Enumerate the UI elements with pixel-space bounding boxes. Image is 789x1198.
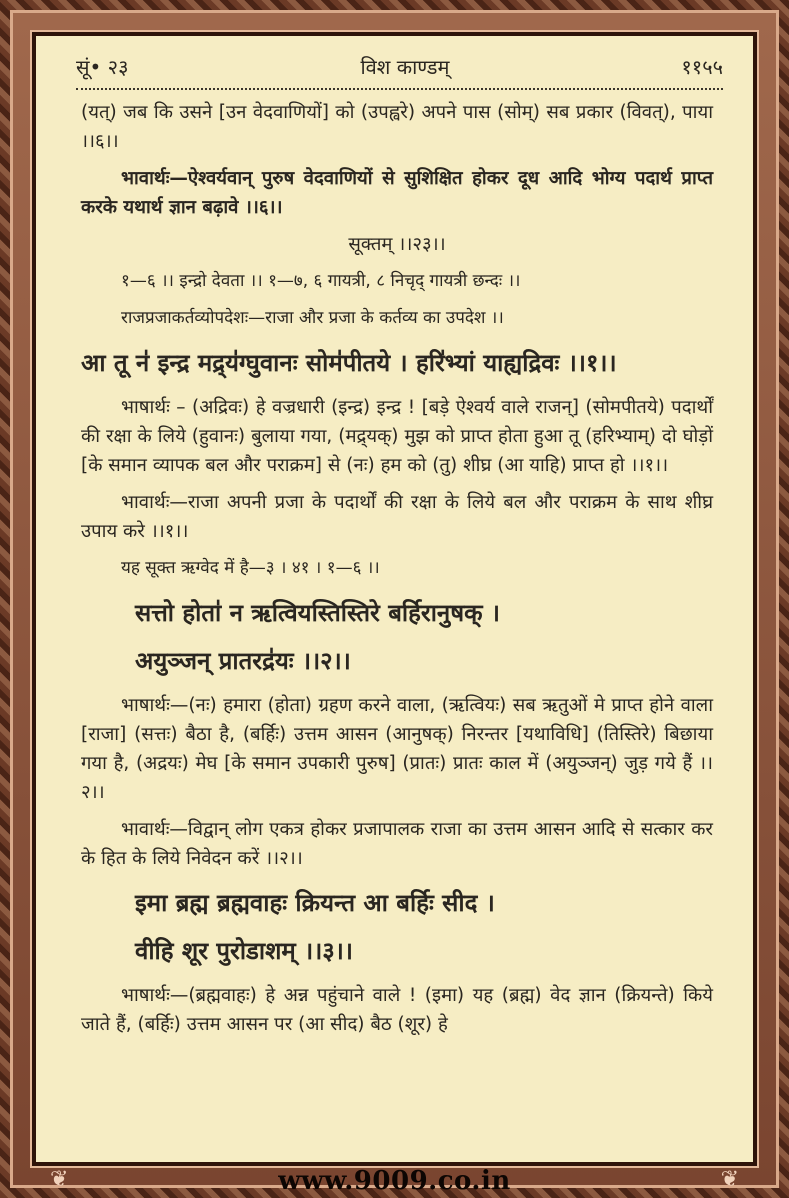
text-paragraph: राजप्रजाकर्तव्योपदेशः—राजा और प्रजा के कर्तव्य का उपदेश ।। xyxy=(121,308,504,328)
header-sukta-number: सूं• २३ xyxy=(76,54,129,79)
mantra-verse: इमा ब्रह्म ब्रह्मवाहः क्रियन्त आ बर्हिः सीद । xyxy=(135,888,495,917)
mantra-verse: आ तू न॑ इन्द्र मद्र्य॑ग्घुवानः सोम॑पीतये । हरि॑भ्यां याह्यद्रिवः ।।१।। xyxy=(81,348,617,377)
flourish-right-icon: ❦ xyxy=(720,1167,739,1192)
mantra-verse: सत्तो होता॑ न ऋत्वियस्तिस्तिरे बर्हिरानुषक् । xyxy=(135,598,500,627)
header-page-number: ११५५ xyxy=(681,54,723,79)
text-paragraph: भावार्थः—विद्वान् लोग एकत्र होकर प्रजापालक राजा का उत्तम आसन आदि से सत्कार कर के हित के लिये निवेदन करें ।।२।। xyxy=(81,819,713,869)
flourish-left-icon: ❦ xyxy=(50,1167,69,1192)
page-body xyxy=(81,98,713,1047)
text-paragraph: भावार्थः—राजा अपनी प्रजा के पदार्थों की रक्षा के लिये बल और पराक्रम के साथ शीघ्र उपाय करे ।।१।। xyxy=(81,492,713,542)
text-paragraph: (यत्) जब कि उसने [उन वेदवाणियों] को (उपह्वरे) अपने पास (सोम्) सब प्रकार (विवत्), पाया ।।६।। xyxy=(81,102,713,152)
site-footer xyxy=(0,1166,789,1196)
website-link[interactable]: www.9009.co.in xyxy=(278,1166,511,1196)
mantra-verse: अयुञ्जन् प्रातरद्र॑यः ।।२।। xyxy=(135,646,351,675)
text-paragraph: भाषार्थः—(नः) हमारा (होता) ग्रहण करने वाला, (ऋत्वियः) सब ऋतुओं मे प्राप्त होने वाला [राजा] (सत्तः) बैठा है, (बर्हिः) उत्तम आसन (आनुषक्) निरन्तर [यथाविधि] (तिस्तिरे) बिछाया गया है, (अद्रयः) मेघ [के समान उपकारी पुरुष] (प्रातः) प्रातः काल में (अयुञ्जन्) जुड़ गये हैं ।।२।। xyxy=(81,695,713,803)
scripture-page xyxy=(36,36,753,1162)
text-paragraph: भाषार्थः—(ब्रह्मवाहः) हे अन्न पहुंचाने वाले ! (इमा) यह (ब्रह्म) वेद ज्ञान (क्रियन्ते) किये जाते हैं, (बर्हिः) उत्तम आसन पर (आ सीद) बैठ (शूर) हे xyxy=(81,985,713,1035)
text-paragraph: भाषार्थः – (अद्रिवः) हे वज्रधारी (इन्द्र) इन्द्र ! [बड़े ऐश्वर्य वाले राजन्] (सोमपीतये) पदार्थों की रक्षा के लिये (हुवानः) बुलाया गया, (मद्र्यक्) मुझ को प्राप्त होता हुआ तू (हरिभ्याम्) दो घोड़ों [के समान व्यापक बल और पराक्रम] से (नः) हम को (तु) शीघ्र (आ याहि) प्राप्त हो ।।१।। xyxy=(81,397,713,476)
running-head xyxy=(76,52,723,80)
sukta-title: सूक्तम् ।।२३।। xyxy=(348,234,446,255)
header-kanda-title: विश काण्डम् xyxy=(360,54,450,79)
text-paragraph: भावार्थः—ऐश्वर्यवान् पुरुष वेदवाणियों से सुशिक्षित होकर दूध आदि भोग्य पदार्थ प्राप्त करके यथार्थ ज्ञान बढ़ावे ।।६।। xyxy=(81,168,713,218)
text-paragraph: १—६ ।। इन्द्रो देवता ।। १—७, ६ गायत्री, ८ निचृद् गायत्री छन्दः ।। xyxy=(121,271,521,291)
mantra-verse: वीहि शूर पुरोडाशम् ।।३।। xyxy=(135,936,353,965)
text-paragraph: यह सूक्त ऋग्वेद में है—३ । ४१ । १—६ ।। xyxy=(121,558,380,578)
header-divider xyxy=(76,88,723,90)
